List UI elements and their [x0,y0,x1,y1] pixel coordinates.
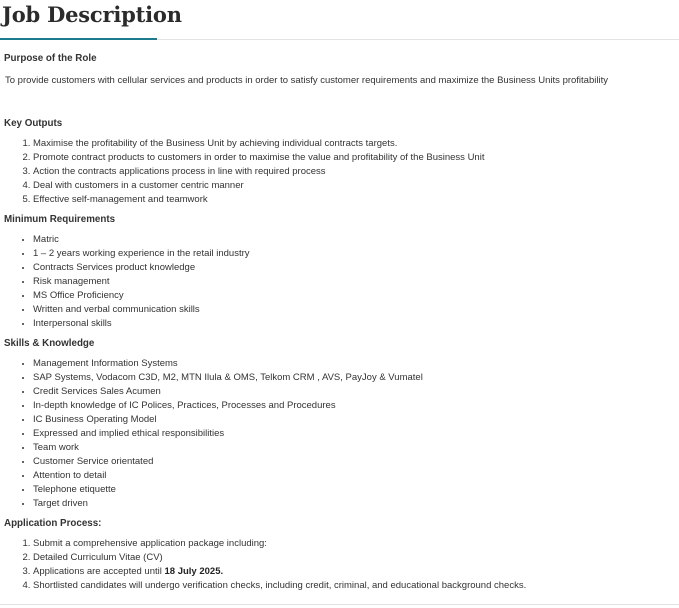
key-outputs-heading: Key Outputs [4,118,63,129]
bottom-divider [0,604,679,605]
application-process-list [0,537,679,593]
skills-heading: Skills & Knowledge [4,338,95,349]
list-item: • Telephone etiquette [33,483,679,497]
list-item: • Attention to detail [33,469,679,483]
list-item: 2. Promote contract products to customers in order to maximise the value and profitability of the Business Unit [33,151,679,165]
list-item: • SAP Systems, Vodacom C3D, M2, MTN Ilula & OMS, Telkom CRM , AVS, PayJoy & Vumatel [33,371,679,385]
list-item: • Management Information Systems [33,357,679,371]
list-item: 2. Detailed Curriculum Vitae (CV) [33,551,679,565]
list-item: 1. Submit a comprehensive application package including: [33,537,679,551]
list-item: 5. Effective self-management and teamwork [33,193,679,207]
title-underline [0,38,157,40]
key-outputs-list [0,137,679,207]
list-item: • Contracts Services product knowledge [33,261,679,275]
purpose-text: To provide customers with cellular services and products in order to satisfy customer requirements and maximize the Business Units profitability [5,75,608,86]
list-item: 1. Maximise the profitability of the Business Unit by achieving individual contracts targets. [33,137,679,151]
list-item: • Target driven [33,497,679,511]
skills-list [0,357,679,511]
list-item: • Written and verbal communication skills [33,303,679,317]
list-item: • Expressed and implied ethical responsibilities [33,427,679,441]
purpose-heading: Purpose of the Role [4,53,97,64]
list-item: 4. Deal with customers in a customer centric manner [33,179,679,193]
list-item: • Customer Service orientated [33,455,679,469]
list-item: 3. Action the contracts applications process in line with required process [33,165,679,179]
list-item: 4. Shortlisted candidates will undergo verification checks, including credit, criminal, and educational background checks. [33,579,679,593]
list-item: • Matric [33,233,679,247]
list-item: • Team work [33,441,679,455]
list-item: • Risk management [33,275,679,289]
minimum-requirements-list [0,233,679,331]
list-item: • Interpersonal skills [33,317,679,331]
application-process-heading: Application Process: [4,518,102,529]
job-description-body [0,52,679,593]
minimum-requirements-heading: Minimum Requirements [4,214,116,225]
list-item: • In-depth knowledge of IC Polices, Practices, Processes and Procedures [33,399,679,413]
list-item: • IC Business Operating Model [33,413,679,427]
list-item: • MS Office Proficiency [33,289,679,303]
list-item [33,565,679,579]
list-item: • 1 – 2 years working experience in the retail industry [33,247,679,261]
deadline-date: 18 July 2025. [164,566,224,577]
deadline-prefix: Applications are accepted until [33,566,165,577]
list-item: • Credit Services Sales Acumen [33,385,679,399]
page-title: Job Description [2,2,182,27]
